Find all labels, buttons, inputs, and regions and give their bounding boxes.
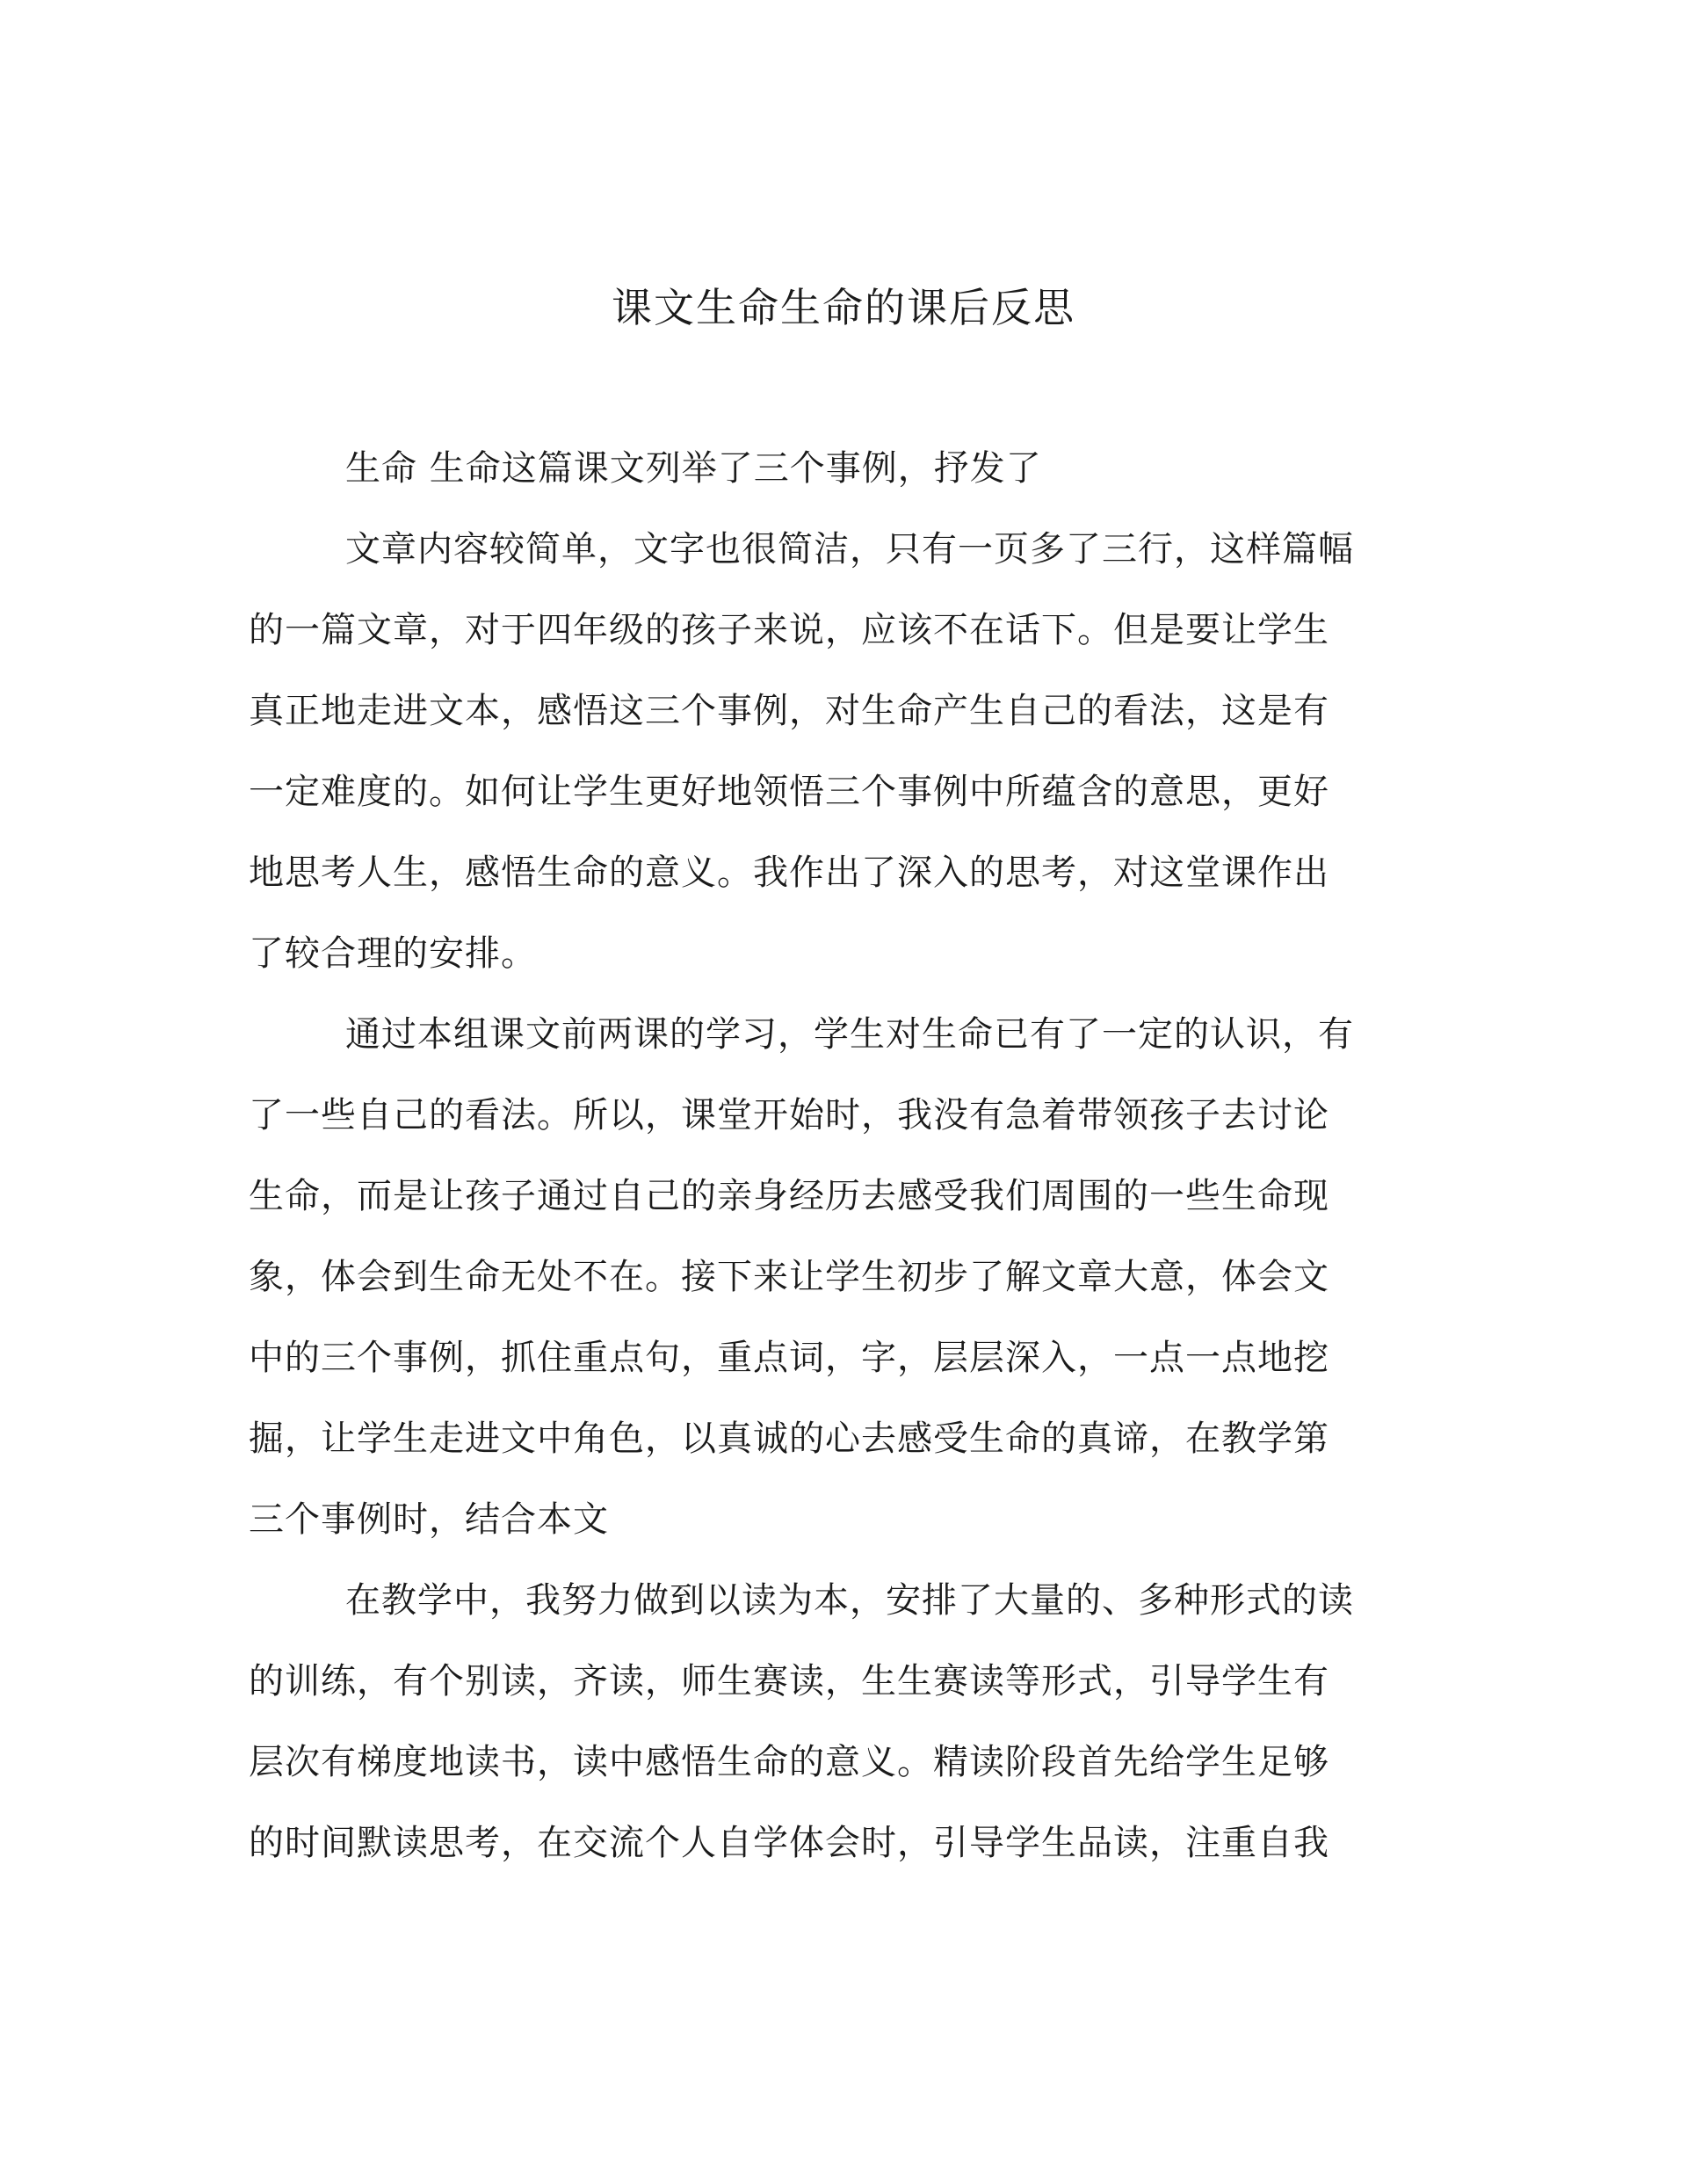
paragraph-line: 文章内容较简单，文字也很简洁，只有一页多了三行，这样篇幅 bbox=[345, 529, 1354, 570]
paragraph-line: 了较合理的安排。 bbox=[249, 933, 537, 974]
paragraph-line: 在教学中，我努力做到以读为本，安排了大量的、多种形式的读 bbox=[345, 1580, 1354, 1621]
paragraph-line: 真正地走进文本，感悟这三个事例，对生命产生自己的看法，这是有 bbox=[249, 691, 1329, 731]
paragraph-line: 通过本组课文前两课的学习，学生对生命已有了一定的认识，有 bbox=[345, 1014, 1354, 1055]
paragraph-line: 的训练，有个别读，齐读，师生赛读，生生赛读等形式，引导学生有 bbox=[249, 1661, 1329, 1701]
document-title: 课文生命生命的课后反思 bbox=[612, 284, 1075, 331]
paragraph-line: 掘，让学生走进文中角色，以真诚的心去感受生命的真谛，在教学第 bbox=[249, 1419, 1329, 1459]
paragraph-line: 一定难度的。如何让学生更好地领悟三个事例中所蕴含的意思，更好 bbox=[249, 772, 1329, 812]
paragraph-line: 的时间默读思考，在交流个人自学体会时，引导学生品读，注重自我 bbox=[249, 1823, 1329, 1863]
paragraph-line: 象，体会到生命无处不在。接下来让学生初步了解文章大意，体会文 bbox=[249, 1257, 1329, 1297]
paragraph-line: 地思考人生，感悟生命的意义。我作出了深入的思考，对这堂课作出 bbox=[249, 853, 1329, 893]
paragraph-line: 层次有梯度地读书，读中感悟生命的意义。精读阶段首先给学生足够 bbox=[249, 1742, 1329, 1782]
paragraph-line: 生命，而是让孩子通过自己的亲身经历去感受我们周围的一些生命现 bbox=[249, 1176, 1329, 1216]
paragraph-line: 中的三个事例，抓住重点句，重点词，字，层层深入，一点一点地挖 bbox=[249, 1338, 1329, 1378]
paragraph-line: 的一篇文章，对于四年级的孩子来说，应该不在话下。但是要让学生 bbox=[249, 610, 1329, 650]
paragraph-line: 三个事例时，结合本文 bbox=[249, 1499, 609, 1540]
paragraph-line: 生命 生命这篇课文列举了三个事例，抒发了 bbox=[345, 448, 1042, 489]
paragraph-line: 了一些自己的看法。所以，课堂开始时，我没有急着带领孩子去讨论 bbox=[249, 1095, 1329, 1136]
